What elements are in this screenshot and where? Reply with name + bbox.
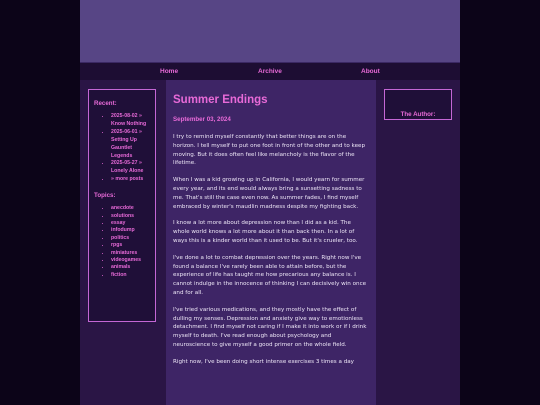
topic-link[interactable]: • rpgs bbox=[111, 242, 150, 249]
topic-link[interactable]: • anecdote bbox=[111, 205, 150, 212]
recent-post-link[interactable]: • 2025-06-01 » Setting Up Gauntlet Legends bbox=[111, 129, 150, 161]
nav-archive-link[interactable]: Archive bbox=[258, 68, 282, 75]
post-paragraph: Right now, I've been doing short intense exercises 3 times a day bbox=[173, 358, 354, 365]
recent-heading: Recent: bbox=[94, 100, 117, 107]
recent-post-link[interactable]: • 2025-05-27 » Lonely Alone bbox=[111, 160, 150, 176]
post-paragraph: When I was a kid growing up in California, I would yearn for summer every year, and its end would always bring a sunsetting sadness to me. That's still the case even now. As summer fades, I find myself embraced by winter's maudlin madness despite my fighting back. bbox=[173, 177, 365, 210]
sidebar bbox=[88, 89, 156, 322]
post-content bbox=[166, 80, 376, 405]
post-title: Summer Endings bbox=[173, 94, 268, 106]
nav-about-link[interactable]: About bbox=[361, 68, 380, 75]
topic-link[interactable]: • fiction bbox=[111, 272, 150, 279]
author-label: The Author: bbox=[400, 111, 436, 118]
post-paragraph: I try to remind myself constantly that better things are on the horizon. I tell myself to put one foot in front of the other and to keep moving. But it does often feel like melancholy is the flavor of the lifetime. bbox=[173, 134, 366, 167]
topic-link[interactable]: • miniatures bbox=[111, 250, 150, 257]
top-nav bbox=[80, 62, 460, 80]
post-paragraph: I've tried various medications, and they mostly have the effect of dulling my senses. Depression and anxiety give way to emotionless detachment. I find myself not caring if I make it into work or if I drink myself to death. I've read enough about psychology and neuroscience to give myself a good primer on the whole field. bbox=[173, 306, 367, 348]
more-posts-link[interactable]: • » more posts bbox=[111, 176, 150, 184]
topic-list bbox=[94, 205, 150, 279]
post-paragraph: I've done a lot to combat depression over the years. Right now I've found a balance I've rarely been able to attain before, but the experience of life has taught me how precarious any balance is. I cannot indulge in the innocence of thinking I can decisively win once and for all. bbox=[173, 254, 367, 296]
topic-link[interactable]: • solutions bbox=[111, 213, 150, 220]
topic-link[interactable]: • politics bbox=[111, 235, 150, 242]
topic-link[interactable]: • videogames bbox=[111, 257, 150, 264]
topic-link[interactable]: • infodump bbox=[111, 227, 150, 234]
header-banner bbox=[80, 0, 460, 62]
recent-post-link[interactable]: • 2025-08-02 » Know Nothing bbox=[111, 113, 150, 129]
topics-heading: Topics: bbox=[94, 192, 116, 200]
post-paragraph: I know a lot more about depression now than I did as a kid. The whole world knows a lot more about it than back then. In a lot of ways this is a kinder world than it used to be. But it's crueler, too. bbox=[173, 220, 358, 244]
author-box bbox=[384, 89, 452, 120]
post-date: September 03, 2024 bbox=[173, 116, 231, 123]
page-container bbox=[80, 0, 460, 405]
recent-list bbox=[94, 113, 150, 184]
topic-link[interactable]: • essay bbox=[111, 220, 150, 227]
topic-link[interactable]: • animals bbox=[111, 264, 150, 271]
nav-home-link[interactable]: Home bbox=[160, 68, 179, 75]
